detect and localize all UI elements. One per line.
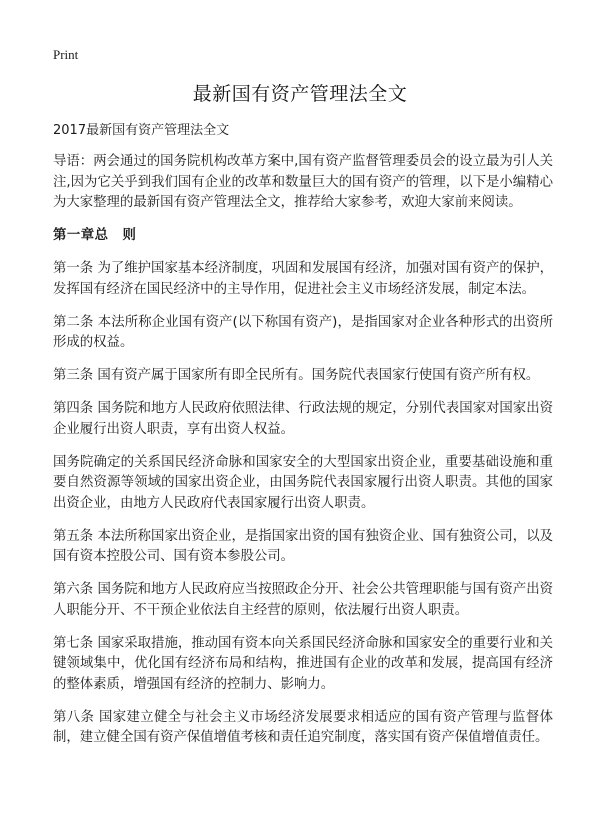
article-4-clause-2: 国务院确定的关系国民经济命脉和国家安全的大型国家出资企业，重要基础设施和重要自然资源等领域的国家出资企业，由国务院代表国家履行出资人职责。其他的国家出资企业，由地方人民政府代表国家履行出资人职责。	[53, 454, 553, 511]
article-1: 第一条 为了维护国家基本经济制度，巩固和发展国有经济，加强对国有资产的保护，发挥国有经济在国民经济中的主导作用，促进社会主义市场经济发展，制定本法。	[53, 261, 553, 297]
article-4: 第四条 国务院和地方人民政府依照法律、行政法规的规定，分别代表国家对国家出资企业履行出资人职责，享有出资人权益。	[53, 401, 553, 437]
article-7: 第七条 国家采取措施，推动国有资本向关系国民经济命脉和国家安全的重要行业和关键领域集中，优化国有经济布局和结构，推进国有企业的改革和发展，提高国有经济的整体素质，增强国有经济的控制力、影响力。	[53, 635, 553, 692]
document-subtitle: 2017最新国有资产管理法全文	[53, 123, 230, 138]
article-3: 第三条 国有资产属于国家所有即全民所有。国务院代表国家行使国有资产所有权。	[53, 368, 540, 383]
article-5: 第五条 本法所称国家出资企业，是指国家出资的国有独资企业、国有独资公司，以及国有资本控股公司、国有资本参股公司。	[53, 528, 553, 564]
article-6: 第六条 国务院和地方人民政府应当按照政企分开、社会公共管理职能与国有资产出资人职能分开、不干预企业依法自主经营的原则，依法履行出资人职责。	[53, 582, 553, 618]
article-8: 第八条 国家建立健全与社会主义市场经济发展要求相适应的国有资产管理与监督体制，建立健全国有资产保值增值考核和责任追究制度，落实国有资产保值增值责任。	[53, 709, 553, 745]
article-2: 第二条 本法所称企业国有资产(以下称国有资产)，是指国家对企业各种形式的出资所形成的权益。	[53, 314, 553, 350]
document-body	[53, 121, 553, 761]
chapter-heading: 第一章总 则	[53, 228, 137, 243]
document-title: 最新国有资产管理法全文	[192, 83, 408, 105]
print-link[interactable]: Print	[53, 47, 79, 62]
intro-paragraph: 导语：两会通过的国务院机构改革方案中,国有资产监督管理委员会的设立最为引人关注,因为它关乎到我们国有企业的改革和数量巨大的国有资产的管理，以下是小编精心为大家整理的最新国有资产管理法全文，推荐给大家参考，欢迎大家前来阅读。	[53, 154, 553, 210]
